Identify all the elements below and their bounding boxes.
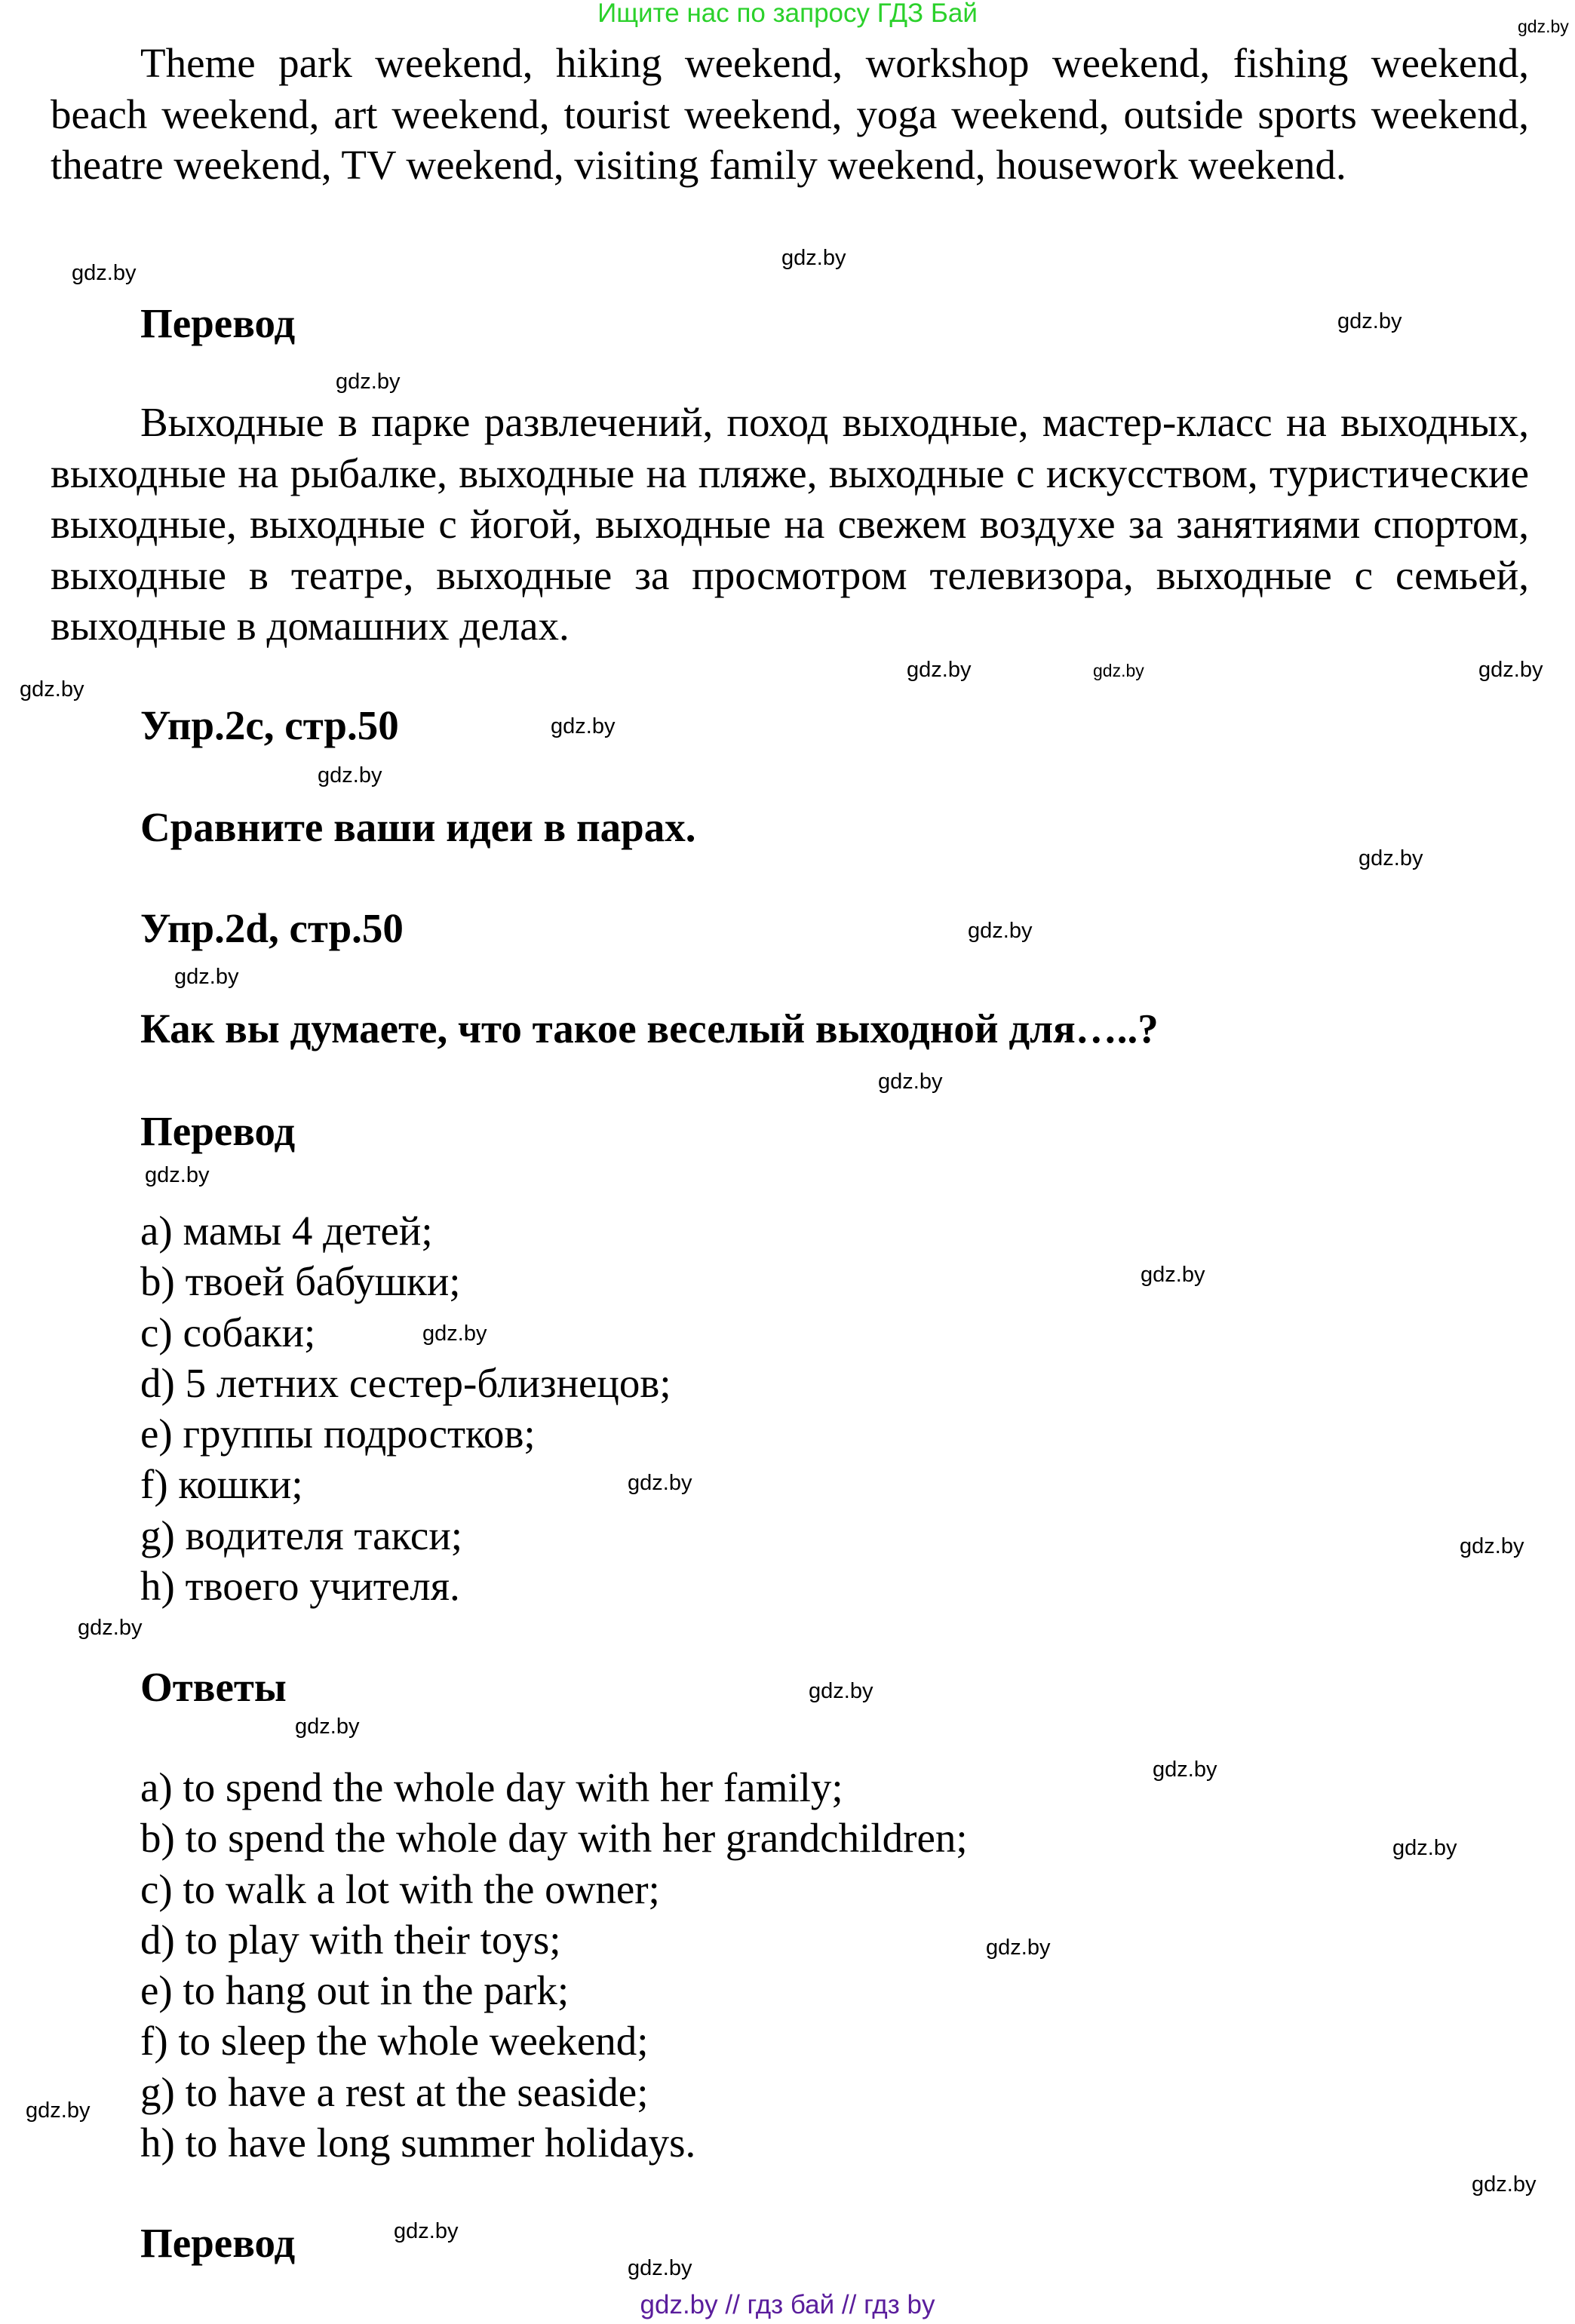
heading-translation: Перевод [140, 2220, 296, 2266]
watermark: gdz.by [20, 677, 84, 701]
watermark: gdz.by [1337, 309, 1402, 333]
list-item: f) кошки; [140, 1461, 303, 1508]
list-item: c) to walk a lot with the owner; [140, 1865, 660, 1912]
watermark: gdz.by [78, 1616, 143, 1640]
watermark: gdz.by [1478, 658, 1543, 682]
footer-links[interactable]: gdz.by // гдз бай // гдз by [640, 2290, 935, 2319]
list-item: e) to hang out in the park; [140, 1967, 570, 2014]
watermark: gdz.by [1392, 1836, 1457, 1860]
list-item: b) твоей бабушки; [140, 1258, 461, 1305]
watermark: gdz.by [1093, 661, 1144, 680]
watermark: gdz.by [394, 2219, 459, 2243]
list-item: h) твоего учителя. [140, 1563, 460, 1610]
watermark: gdz.by [1518, 17, 1569, 36]
list-item: a) мамы 4 детей; [140, 1208, 433, 1254]
watermark: gdz.by [551, 714, 616, 738]
watermark: gdz.by [968, 919, 1033, 943]
watermark: gdz.by [1153, 1758, 1217, 1782]
answers-list [140, 1762, 968, 2168]
paragraph-russian: Выходные в парке развлечений, поход выходные, мастер-класс на выходных, выходные на рыбалке, выходные на пляже, выходные с искусством, туристические выходные, выходные с йогой, выходные на свежем воздухе за занятиями спортом, выходные в театре, выходные за просмотром телевизора, выходные с семьей, выходные в домашних делах. [51, 399, 1529, 649]
watermark: gdz.by [72, 261, 137, 285]
watermark: gdz.by [809, 1679, 873, 1703]
watermark: gdz.by [628, 2256, 692, 2280]
watermark: gdz.by [336, 370, 401, 394]
heading-translation: Перевод [140, 1108, 296, 1154]
list-item: d) to play with their toys; [140, 1916, 561, 1963]
list-item: g) водителя такси; [140, 1512, 463, 1558]
watermark: gdz.by [878, 1070, 943, 1094]
list-item: e) группы подростков; [140, 1411, 536, 1457]
list-item: f) to sleep the whole weekend; [140, 2018, 649, 2065]
search-banner[interactable]: Ищите нас по запросу ГДЗ Бай [597, 0, 978, 28]
heading-answers: Ответы [140, 1664, 287, 1710]
exercise-2d-task: Как вы думаете, что такое веселый выходной для…..? [140, 1005, 1159, 1051]
translation-list [140, 1205, 671, 1611]
list-item: h) to have long summer holidays. [140, 2120, 696, 2166]
watermark: gdz.by [1141, 1263, 1205, 1287]
exercise-2d-heading: Упр.2d, стр.50 [140, 905, 404, 951]
watermark: gdz.by [318, 763, 382, 787]
watermark: gdz.by [628, 1471, 692, 1495]
list-item: c) собаки; [140, 1309, 316, 1355]
heading-translation: Перевод [140, 300, 296, 346]
exercise-2c-task: Сравните ваши идеи в парах. [140, 804, 696, 850]
watermark: gdz.by [907, 658, 972, 682]
exercise-2c-heading: Упр.2с, стр.50 [140, 702, 399, 748]
list-item: a) to spend the whole day with her family; [140, 1764, 843, 1810]
watermark: gdz.by [145, 1163, 210, 1187]
watermark: gdz.by [26, 2098, 91, 2123]
list-item: g) to have a rest at the seaside; [140, 2068, 649, 2115]
watermark: gdz.by [781, 246, 846, 270]
paragraph-english: Theme park weekend, hiking weekend, workshop weekend, fishing weekend, beach weekend, art weekend, tourist weekend, yoga weekend, outside sports weekend, theatre weekend, TV weekend, visiting family weekend, housework weekend. [51, 40, 1529, 188]
watermark: gdz.by [986, 1936, 1051, 1960]
watermark: gdz.by [1359, 846, 1423, 870]
watermark: gdz.by [1472, 2172, 1537, 2197]
watermark: gdz.by [295, 1715, 360, 1739]
list-item: d) 5 летних сестер-близнецов; [140, 1359, 671, 1406]
watermark: gdz.by [1460, 1534, 1524, 1558]
watermark: gdz.by [174, 965, 239, 989]
watermark: gdz.by [422, 1322, 487, 1346]
list-item: b) to spend the whole day with her grandchildren; [140, 1815, 968, 1862]
